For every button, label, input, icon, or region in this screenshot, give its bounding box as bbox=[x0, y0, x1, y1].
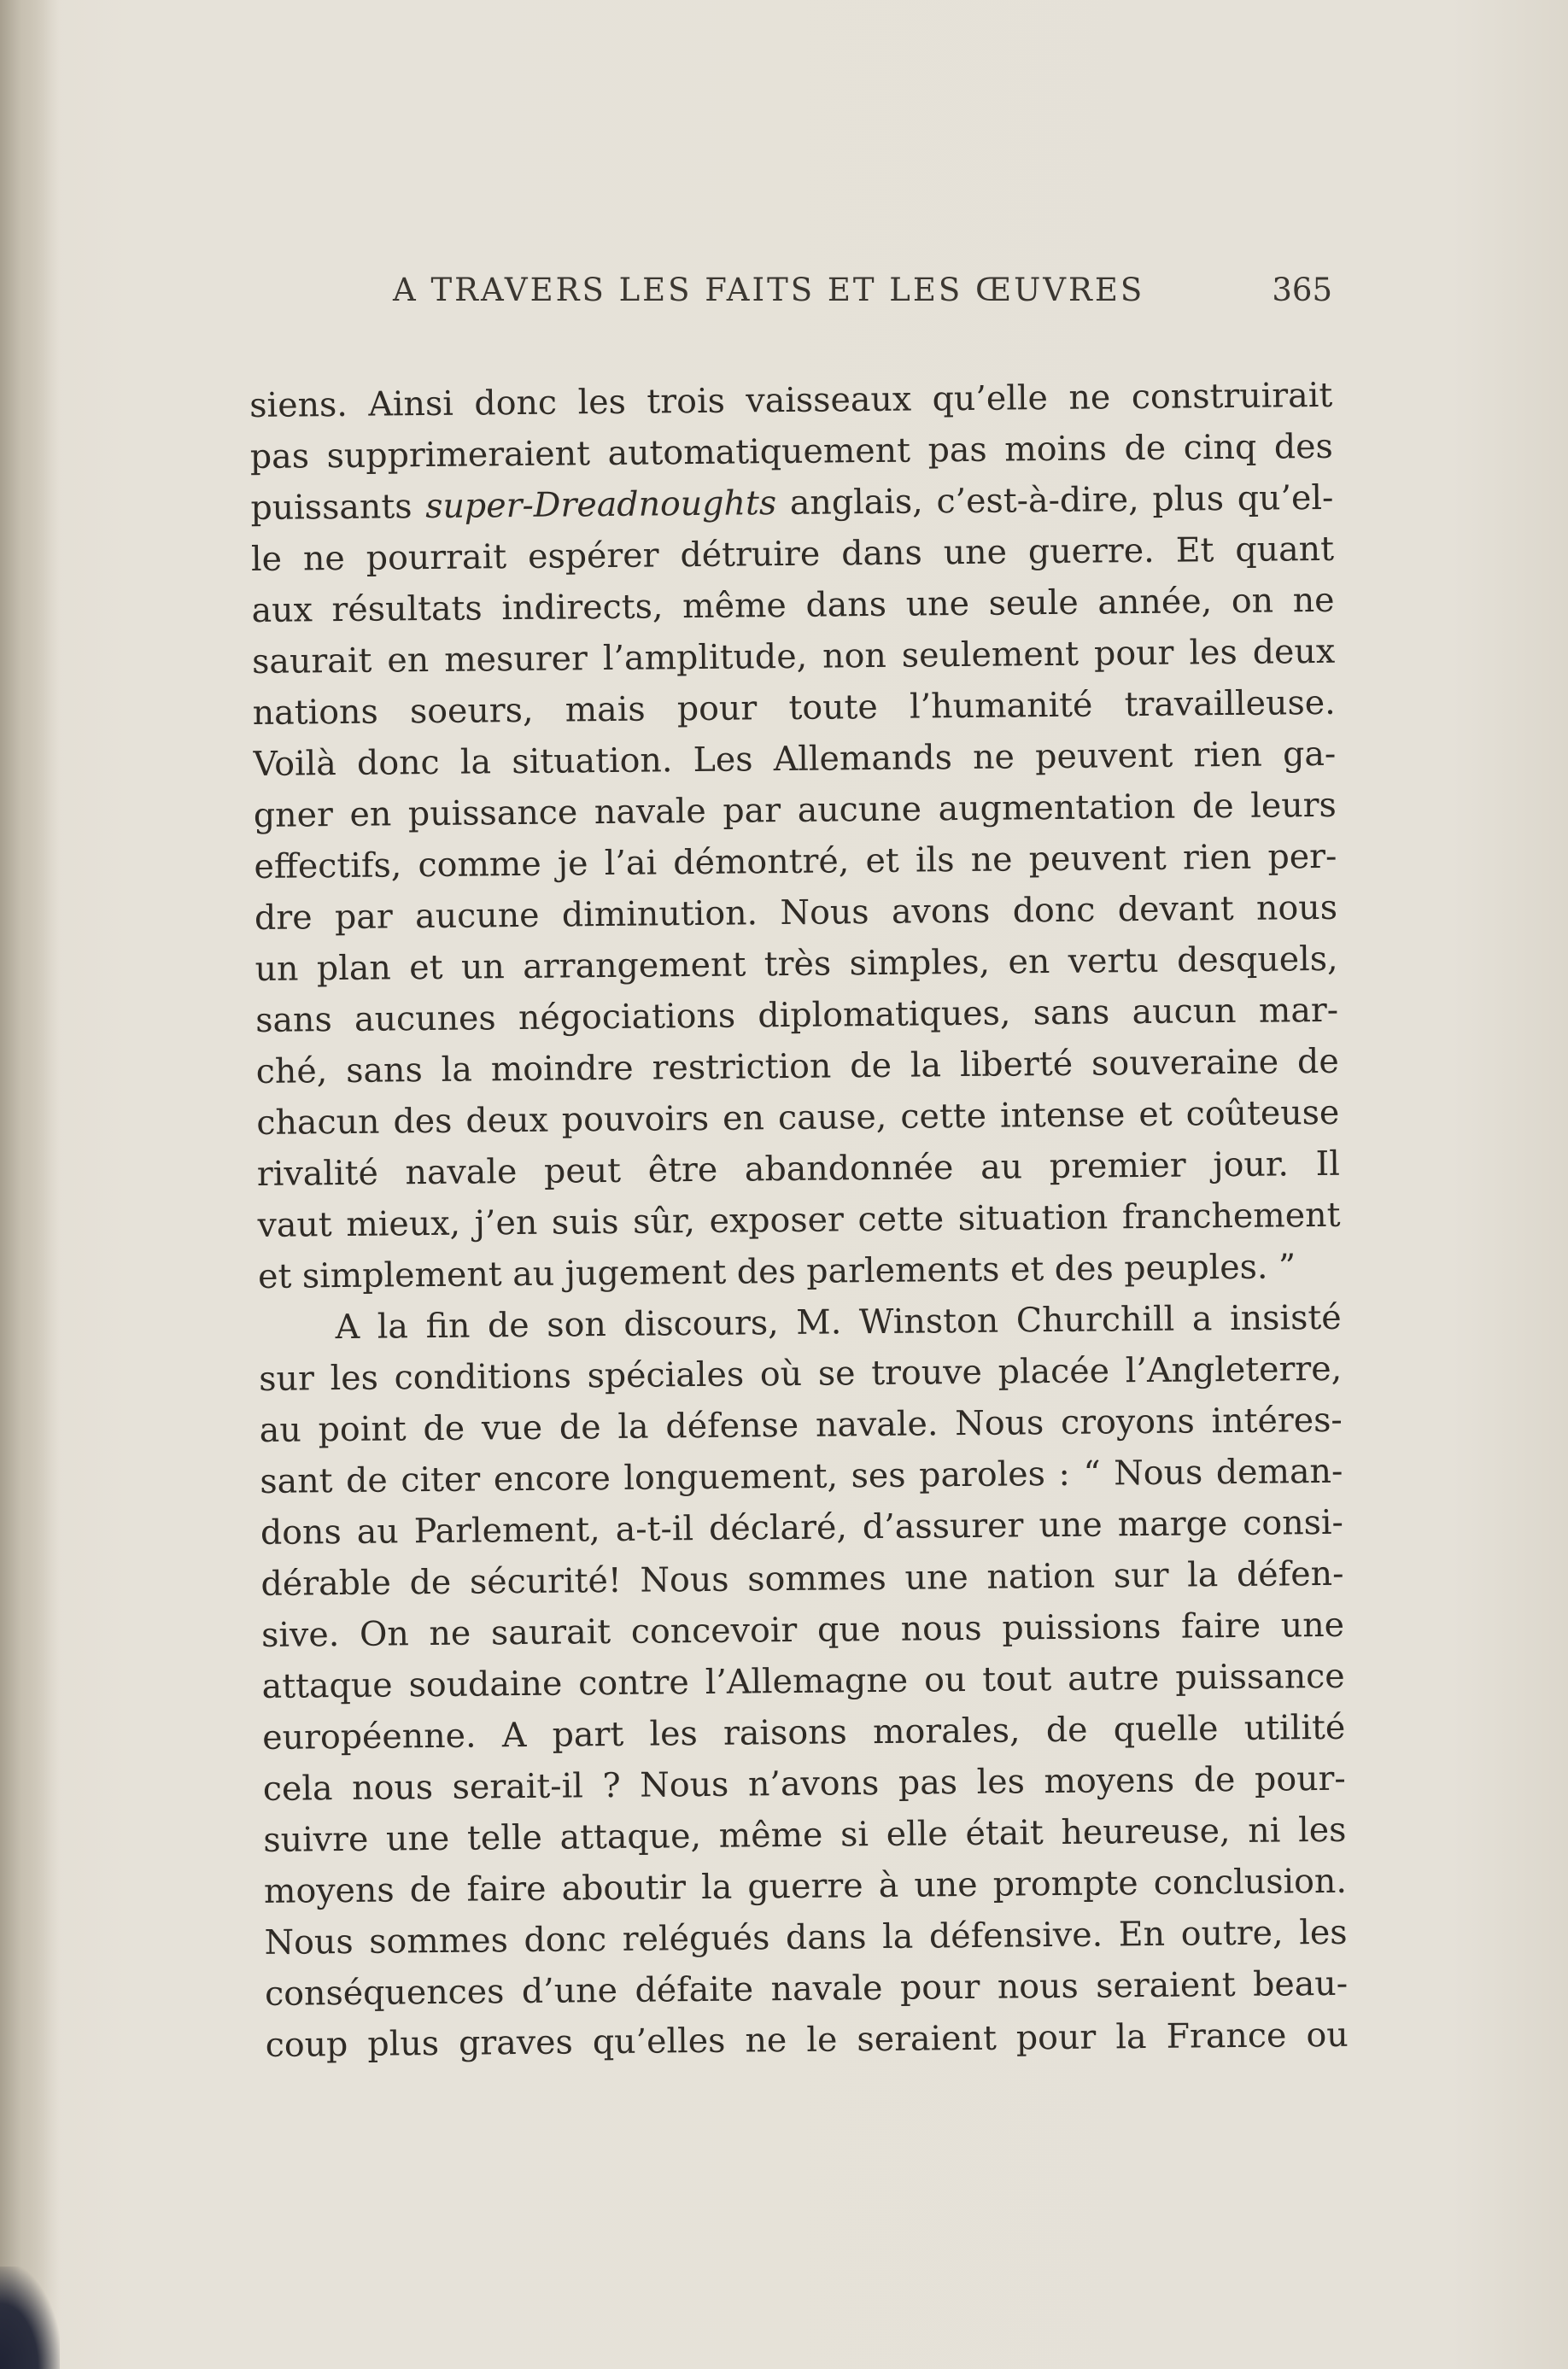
text-line: le ne pourrait espérer détruire dans une guerre. Et quant bbox=[250, 529, 1335, 579]
text-line: gner en puissance navale par aucune augmentation de leurs bbox=[253, 785, 1337, 835]
text-line: rivalité navale peut être abandonnée au premier jour. Il bbox=[256, 1144, 1341, 1194]
text-line: coup plus graves qu’elles ne le seraient pour la France ou bbox=[265, 2015, 1349, 2065]
text-line: dons au Parlement, a-t-il déclaré, d’assurer une marge consi- bbox=[260, 1502, 1344, 1553]
text-line: effectifs, comme je l’ai démontré, et ils ne peuvent rien per- bbox=[254, 836, 1337, 886]
text-line: et simplement au jugement des parlements et des peuples. ” bbox=[257, 1247, 1296, 1296]
text-line: européenne. A part les raisons morales, de quelle utilité bbox=[262, 1707, 1346, 1758]
page-corner-shadow bbox=[0, 2267, 60, 2369]
text-line: attaque soudaine contre l’Allemagne ou tout autre puissance bbox=[261, 1656, 1345, 1706]
binding-gutter bbox=[0, 0, 60, 2369]
text-line: suivre une telle attaque, même si elle était heureuse, ni les bbox=[263, 1810, 1347, 1860]
text-run: puissants bbox=[250, 487, 412, 528]
text-line: ché, sans la moindre restriction de la liberté souveraine de bbox=[255, 1041, 1339, 1091]
text-line: pas supprimeraient automatiquement pas moins de cinq des bbox=[249, 426, 1334, 477]
body-text bbox=[249, 370, 1349, 2071]
text-line: sive. On ne saurait concevoir que nous puissions faire une bbox=[260, 1605, 1345, 1655]
text-line: sant de citer encore longuement, ses paroles : “ Nous deman- bbox=[260, 1451, 1343, 1501]
text-line: dre par aucune diminution. Nous avons donc devant nous bbox=[254, 887, 1338, 938]
running-title: A TRAVERS LES FAITS ET LES ŒUVRES bbox=[393, 272, 1145, 308]
text-run: anglais, c’est-à-dire, plus qu’el- bbox=[789, 477, 1334, 523]
text-line: un plan et un arrangement très simples, en vertu desquels, bbox=[255, 939, 1338, 989]
running-head bbox=[393, 272, 1332, 323]
text-line: aux résultats indirects, même dans une seule année, on ne bbox=[251, 580, 1335, 630]
text-line: au point de vue de la défense navale. Nous croyons intéres- bbox=[259, 1400, 1343, 1450]
text-line: conséquences d’une défaite navale pour nous seraient beau- bbox=[264, 1963, 1349, 2014]
text-line: moyens de faire aboutir la guerre à une prompte conclusion. bbox=[263, 1861, 1348, 1911]
text-line: chacun des deux pouvoirs en cause, cette intense et coûteuse bbox=[256, 1092, 1340, 1143]
page-number: 365 bbox=[1272, 272, 1332, 308]
text-line: Nous sommes donc relégués dans la défensive. En outre, les bbox=[264, 1912, 1348, 1962]
text-line: siens. Ainsi donc les trois vaisseaux qu’elle ne construirait bbox=[249, 375, 1333, 425]
text-line: cela nous serait-il ? Nous n’avons pas les moyens de pour- bbox=[262, 1758, 1347, 1809]
text-line: sur les conditions spéciales où se trouve placée l’Angleterre, bbox=[259, 1348, 1343, 1399]
text-line: vaut mieux, j’en suis sûr, exposer cette situation franchement bbox=[257, 1195, 1341, 1245]
text-line: sans aucunes négociations diplomatiques, sans aucun mar- bbox=[255, 990, 1339, 1040]
paragraph-first-line: A la fin de son discours, M. Winston Churchill a insisté bbox=[335, 1297, 1342, 1348]
text-line: Voilà donc la situation. Les Allemands ne peuvent rien ga- bbox=[253, 734, 1337, 784]
italic-term: super-Dreadnoughts bbox=[424, 483, 777, 527]
text-line: saurait en mesurer l’amplitude, non seulement pour les deux bbox=[251, 631, 1336, 681]
text-line: dérable de sécurité! Nous sommes une nation sur la défen- bbox=[260, 1553, 1344, 1604]
text-line: nations soeurs, mais pour toute l’humanité travailleuse. bbox=[252, 682, 1336, 733]
